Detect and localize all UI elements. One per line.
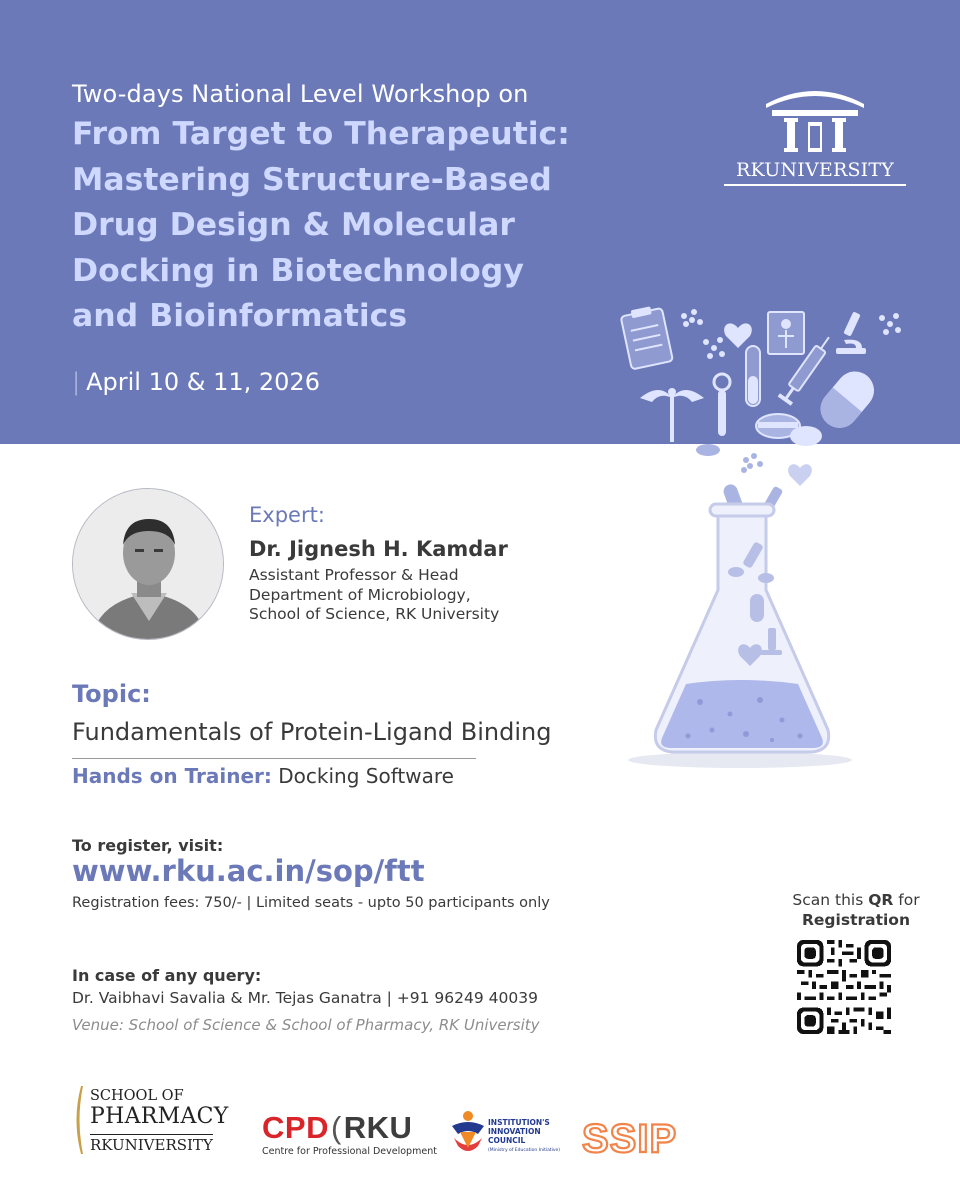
qr-caption-bold: QR: [868, 891, 894, 909]
venue-text: Venue: School of Science & School of Pharmacy, RK University: [72, 1016, 540, 1034]
title-line: and Bioinformatics: [72, 298, 408, 334]
registration-fees: Registration fees: 750/- | Limited seats - upto 50 participants only: [72, 895, 550, 911]
clipboard-icon: [620, 304, 673, 369]
workshop-intro: Two-days National Level Workshop on: [72, 80, 529, 108]
topic-text: Fundamentals of Protein-Ligand Binding: [72, 718, 552, 746]
qr-caption-post: for: [893, 891, 920, 909]
sop-line2: PHARMACY: [90, 1104, 229, 1129]
designation-line: Assistant Professor & Head: [249, 566, 459, 584]
test-tube-icon: [746, 346, 760, 406]
iic-subtitle: (Ministry of Education Initiative): [488, 1148, 561, 1153]
trainer-value: Docking Software: [278, 764, 454, 788]
title-line: From Target to Therapeutic:: [72, 116, 570, 152]
sop-line1: SCHOOL OF: [90, 1088, 184, 1104]
microscope-icon: [836, 311, 866, 354]
iic-line: INNOVATION: [488, 1127, 541, 1136]
pills-icon: [696, 414, 822, 456]
thermometer-icon: [714, 374, 730, 436]
cpd-paren: (: [330, 1110, 342, 1145]
expert-photo: [72, 488, 224, 640]
topic-divider: [72, 758, 476, 759]
qr-code[interactable]: [797, 940, 891, 1034]
register-label: To register, visit:: [72, 836, 224, 855]
cpd-rku-text: RKU: [343, 1110, 413, 1145]
qr-caption-pre: Scan this: [792, 891, 869, 909]
workshop-title: [72, 112, 632, 340]
date-separator: |: [72, 368, 81, 396]
iic-line: INSTITUTION'S: [488, 1118, 550, 1127]
qr-caption-line2: Registration: [801, 911, 910, 929]
rk-university-logo: [718, 82, 912, 186]
xray-icon: [768, 312, 804, 354]
cpd-text: CPD: [262, 1110, 329, 1145]
ssip-text: SSIP: [582, 1117, 678, 1158]
trainer-label: Hands on Trainer:: [72, 764, 272, 788]
workshop-date: [72, 368, 320, 396]
lab-flask-illustration: [600, 290, 960, 790]
ssip-logo: [582, 1116, 688, 1158]
iic-emblem-icon: [448, 1108, 486, 1156]
qr-caption: [760, 890, 952, 930]
cpd-rku-logo: [262, 1110, 437, 1160]
university-name: RKUNIVERSITY: [736, 159, 894, 181]
gold-arc-icon: [72, 1086, 83, 1154]
cpd-subtitle: Centre for Professional Development: [262, 1146, 437, 1157]
heart-icon: [724, 323, 752, 348]
hands-on-trainer: [72, 764, 454, 788]
qr-code-icon: [797, 940, 891, 1034]
iic-logo: [448, 1108, 568, 1158]
ssip-wordmark: [582, 1116, 688, 1158]
school-of-pharmacy-logo: [72, 1082, 237, 1157]
sop-line3: RKUNIVERSITY: [90, 1136, 213, 1154]
iic-line: COUNCIL: [488, 1136, 526, 1145]
expert-heading: Expert:: [249, 503, 325, 527]
caduceus-icon: [640, 388, 704, 442]
query-contact: Dr. Vaibhavi Savalia & Mr. Tejas Ganatra | +91 96249 40039: [72, 989, 538, 1007]
designation-line: Department of Microbiology,: [249, 585, 471, 604]
iic-title: [488, 1118, 550, 1145]
date-text: April 10 & 11, 2026: [86, 368, 320, 396]
expert-designation: [249, 566, 499, 625]
capsule-icon: [813, 364, 882, 436]
query-label: In case of any query:: [72, 966, 262, 985]
expert-name: Dr. Jignesh H. Kamdar: [249, 537, 508, 561]
university-pillars-icon: [762, 82, 868, 156]
logo-underline: [724, 184, 906, 186]
avatar-portrait-icon: [73, 489, 224, 640]
designation-line: School of Science, RK University: [249, 605, 500, 623]
title-line: Mastering Structure-Based: [72, 161, 552, 198]
registration-link[interactable]: www.rku.ac.in/sop/ftt: [72, 854, 425, 888]
title-line: Drug Design & Molecular: [72, 207, 515, 243]
topic-heading: Topic:: [72, 680, 151, 708]
cpd-wordmark: [262, 1110, 412, 1146]
title-line: Docking in Biotechnology: [72, 252, 524, 289]
flask-icon: [628, 504, 852, 768]
